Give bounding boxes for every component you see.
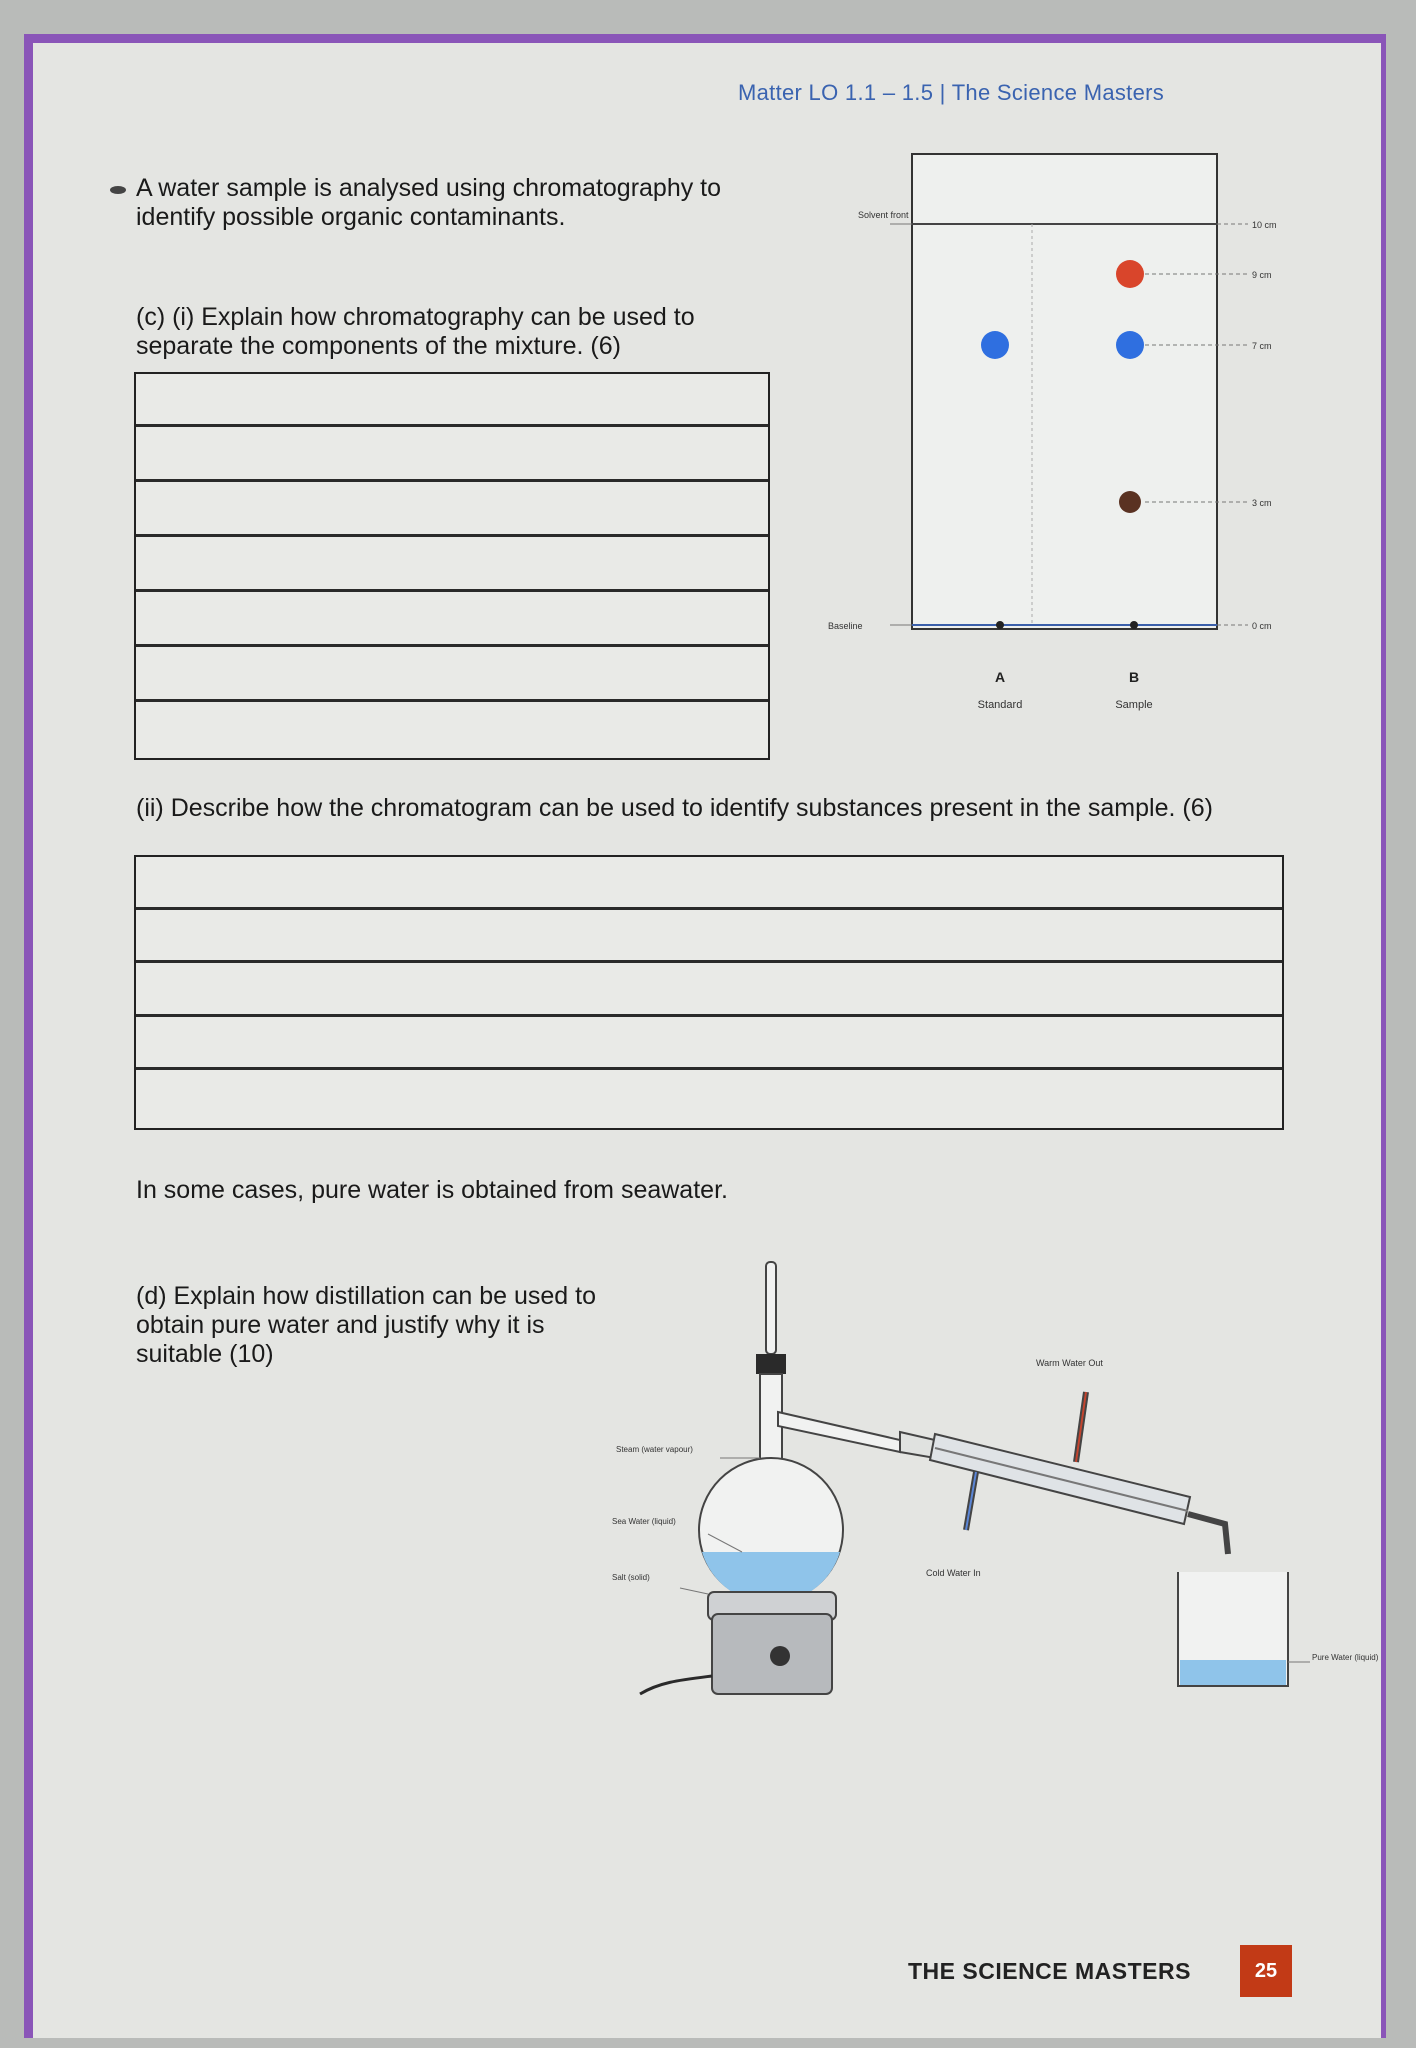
answer-line <box>136 1067 1282 1070</box>
answer-box-c-i[interactable] <box>134 372 770 760</box>
chromatography-paper <box>912 154 1217 629</box>
steam-label: Steam (water vapour) <box>616 1445 693 1454</box>
lane-b-label: Sample <box>1115 699 1153 711</box>
lane-a-letter: A <box>994 669 1006 685</box>
question-d: (d) Explain how distillation can be used to obtain pure water and justify why it is suitable (10) <box>136 1282 596 1368</box>
spot-a-blue <box>981 331 1009 359</box>
lane-b-letter: B <box>1128 669 1140 685</box>
spot-b-blue <box>1116 331 1144 359</box>
side-arm <box>778 1412 900 1452</box>
sea-water-label: Sea Water (liquid) <box>612 1517 676 1526</box>
seawater-statement: In some cases, pure water is obtained from seawater. <box>136 1176 728 1204</box>
spot-b-brown <box>1119 491 1141 513</box>
thermometer <box>766 1262 776 1354</box>
baseline-label: Baseline <box>828 621 863 631</box>
answer-line <box>136 1014 1282 1017</box>
lane-a-label: Standard <box>977 699 1023 711</box>
answer-line <box>136 644 768 647</box>
answer-line <box>136 534 768 537</box>
page-header: Matter LO 1.1 – 1.5 | The Science Masters <box>738 80 1165 105</box>
solvent-front-label: Solvent front <box>858 210 909 220</box>
mark-0cm: 0 cm <box>1252 621 1272 631</box>
pure-water-label: Pure Water (liquid) <box>1312 1653 1379 1662</box>
mark-10cm: 10 cm <box>1252 220 1277 230</box>
origin-dot-b <box>1130 621 1138 629</box>
origin-dot-a <box>996 621 1004 629</box>
hot-plate-knob <box>770 1646 790 1666</box>
spot-b-red <box>1116 260 1144 288</box>
stopper <box>756 1354 786 1374</box>
answer-line <box>136 907 1282 910</box>
salt-label: Salt (solid) <box>612 1573 650 1582</box>
answer-box-c-ii[interactable] <box>134 855 1284 1130</box>
answer-line <box>136 589 768 592</box>
answer-line <box>136 960 1282 963</box>
answer-line <box>136 479 768 482</box>
power-cable <box>640 1676 712 1694</box>
question-c-i: (c) (i) Explain how chromatography can be used to separate the components of the mixture. (6) <box>136 303 695 360</box>
page-number-badge: 25 <box>1240 1945 1292 1997</box>
bullet-icon <box>110 186 126 194</box>
distillation-diagram <box>600 1262 1379 1732</box>
answer-line <box>136 424 768 427</box>
chromatogram-diagram <box>800 140 1300 730</box>
footer-brand: THE SCIENCE MASTERS <box>908 1958 1191 1984</box>
answer-line <box>136 699 768 702</box>
mark-3cm: 3 cm <box>1252 498 1272 508</box>
mark-7cm: 7 cm <box>1252 341 1272 351</box>
condenser-outlet <box>1188 1514 1228 1554</box>
mark-9cm: 9 cm <box>1252 270 1272 280</box>
cold-water-in-label: Cold Water In <box>926 1568 981 1578</box>
warm-water-out-label: Warm Water Out <box>1036 1358 1103 1368</box>
question-c-ii: (ii) Describe how the chromatogram can be used to identify substances present in the sample. (6) <box>136 794 1213 822</box>
intro-text: A water sample is analysed using chromatography to identify possible organic contaminants. <box>136 174 722 231</box>
pure-water-liquid <box>1180 1660 1286 1685</box>
